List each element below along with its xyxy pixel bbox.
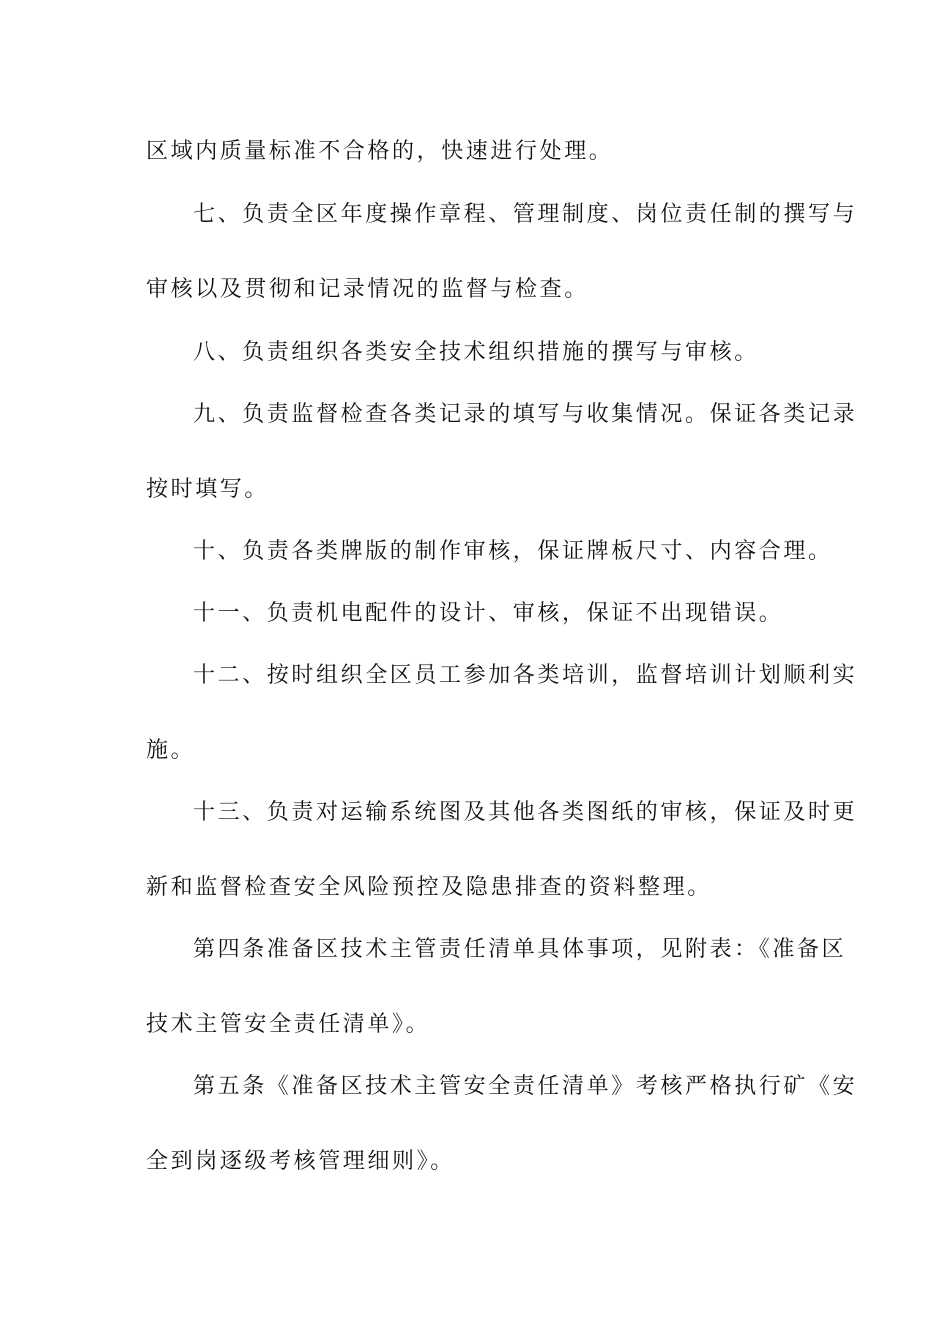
text-line: 按时填写。: [146, 477, 270, 502]
text-line: 区域内质量标准不合格的，快速进行处理。: [146, 139, 614, 164]
text-line: 全到岗逐级考核管理细则》。: [146, 1149, 455, 1174]
text-line: 施。: [146, 738, 196, 763]
text-line: 十二、按时组织全区员工参加各类培训，监督培训计划顺利实: [193, 663, 858, 688]
text-line: 七、负责全区年度操作章程、管理制度、岗位责任制的撰写与: [193, 202, 858, 227]
text-line: 九、负责监督检查各类记录的填写与收集情况。保证各类记录: [193, 402, 858, 427]
text-line: 新和监督检查安全风险预控及隐患排查的资料整理。: [146, 875, 712, 900]
text-line: 八、负责组织各类安全技术组织措施的撰写与审核。: [193, 340, 759, 365]
text-line: 第四条准备区技术主管责任清单具体事项，见附表：《准备区: [193, 937, 847, 962]
text-line: 第五条《准备区技术主管安全责任清单》考核严格执行矿《安: [193, 1074, 858, 1099]
text-line: 十一、负责机电配件的设计、审核，保证不出现错误。: [193, 601, 784, 626]
text-line: 十、负责各类牌版的制作审核，保证牌板尺寸、内容合理。: [193, 539, 833, 564]
text-line: 技术主管安全责任清单》。: [146, 1012, 431, 1037]
text-line: 审核以及贯彻和记录情况的监督与检查。: [146, 277, 589, 302]
text-line: 十三、负责对运输系统图及其他各类图纸的审核，保证及时更: [193, 800, 858, 825]
